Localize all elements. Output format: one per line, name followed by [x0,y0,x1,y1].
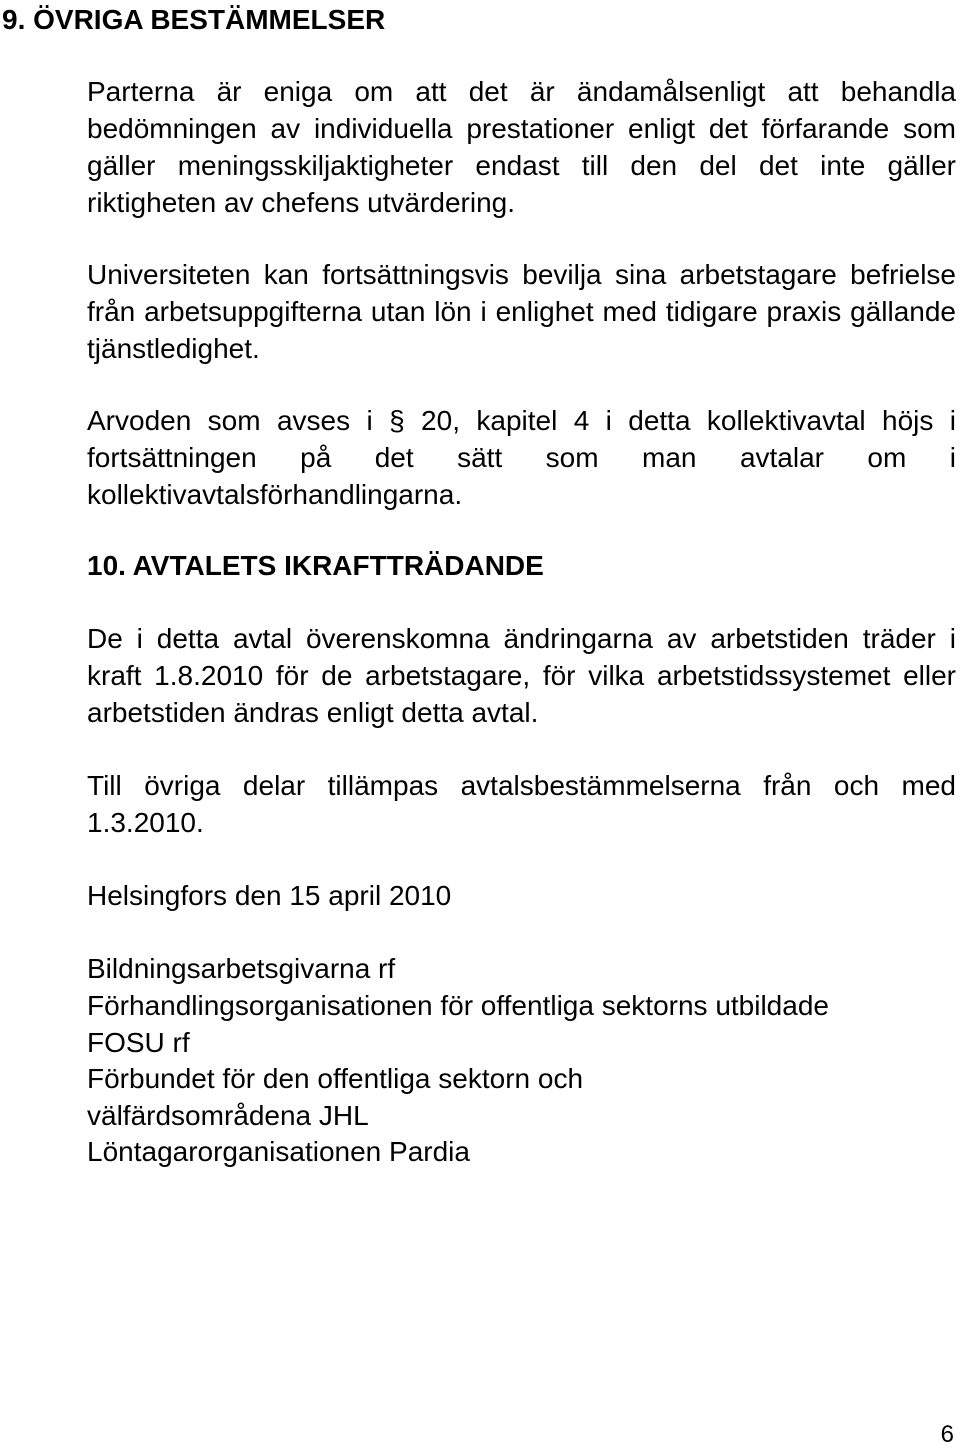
page-number: 6 [940,1421,954,1448]
signatory-party: Förbundet för den offentliga sektorn och [87,1063,584,1094]
signatory-party: FOSU rf [87,1027,190,1058]
paragraph-3-text-end: 20, kapitel 4 i detta kollektivavtal höjs i fortsättningen på det sätt som man avtalar om i kollektivavtalsförhandlingarna. [87,405,956,510]
paragraph-3-text-start: Arvoden som avses i [87,405,390,436]
section-10-paragraph-2: Till övriga delar tillämpas avtalsbestämmelserna från och med 1.3.2010. [87,770,956,838]
section-10-heading: 10. AVTALETS IKRAFTTRÄDANDE [87,550,544,581]
section-9-heading: 9. ÖVRIGA BESTÄMMELSER [2,4,386,35]
signatory-party: välfärdsområdena JHL [87,1100,369,1131]
signatory-party: Förhandlingsorganisationen för offentliga sektorns utbildade [87,990,829,1021]
place-and-date: Helsingfors den 15 april 2010 [87,880,452,911]
section-sign-icon: § [389,405,405,436]
signatory-party: Bildningsarbetsgivarna rf [87,953,396,984]
section-9-paragraph-3 [87,402,956,513]
signatory-party: Löntagarorganisationen Pardia [87,1136,470,1167]
section-9-paragraph-1: Parterna är eniga om att det är ändamålsenligt att behandla bedömningen av individuella prestationer enligt det förfarande som gäller meningsskiljaktigheter endast till den del det inte gäller riktigheten av chefens utvärdering. [87,76,956,218]
section-9-paragraph-2: Universiteten kan fortsättningsvis bevilja sina arbetstagare befrielse från arbetsuppgifterna utan lön i enlighet med tidigare praxis gällande tjänstledighet. [87,259,956,364]
section-10-paragraph-1: De i detta avtal överenskomna ändringarna av arbetstiden träder i kraft 1.8.2010 för de arbetstagare, för vilka arbetstidssystemet eller arbetstiden ändras enligt detta avtal. [87,623,956,728]
